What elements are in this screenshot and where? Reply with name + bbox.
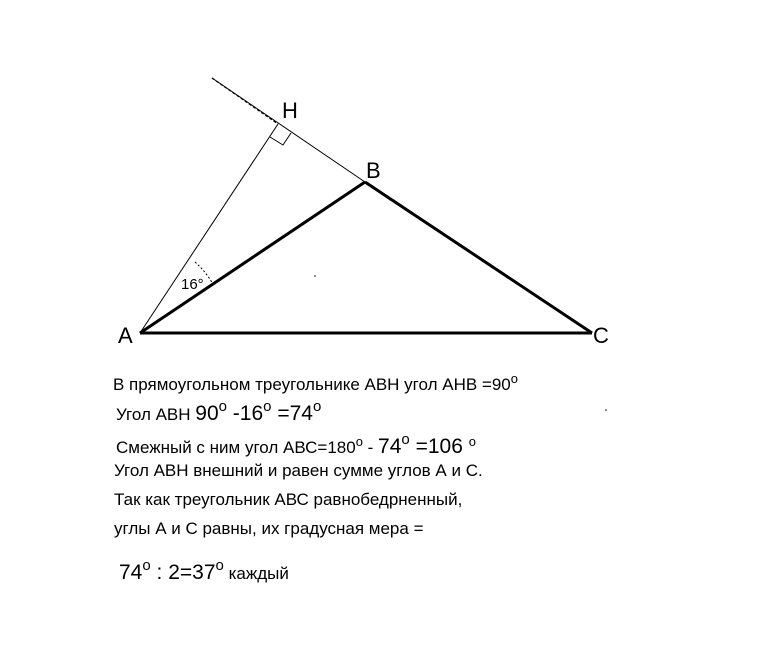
angle-label: 16° (181, 276, 204, 293)
right-angle-marker (270, 133, 291, 145)
text-line-2: Угол АВН 90о -16о =74о (116, 398, 322, 425)
stray-dot (314, 275, 316, 277)
text-line-4: Угол АВН внешний и равен сумме углов А и С. (114, 461, 483, 480)
text-line-1: В прямоугольном треугольнике АВН угол АНВ $=90^о$ (113, 371, 518, 394)
side-AB (140, 182, 365, 333)
point-label-H: H (282, 98, 298, 123)
point-label-B: B (366, 158, 381, 183)
point-label-C: C (593, 323, 609, 348)
stray-dot (605, 409, 607, 411)
side-BC (365, 182, 592, 333)
text-line-7: 74о : 2=37о каждый (119, 557, 289, 584)
point-label-A: A (118, 323, 133, 348)
extension-tail (212, 78, 278, 124)
text-line-5: Так как треугольник АВС равнобедрненный, (114, 490, 463, 509)
text-line-6: углы А и С равны, их градусная мера = (114, 519, 424, 538)
altitude-AH (140, 124, 278, 333)
text-line-3: Смежный с ним угол $АВС=180^о - 74о =106$ $^о$ (116, 431, 476, 458)
